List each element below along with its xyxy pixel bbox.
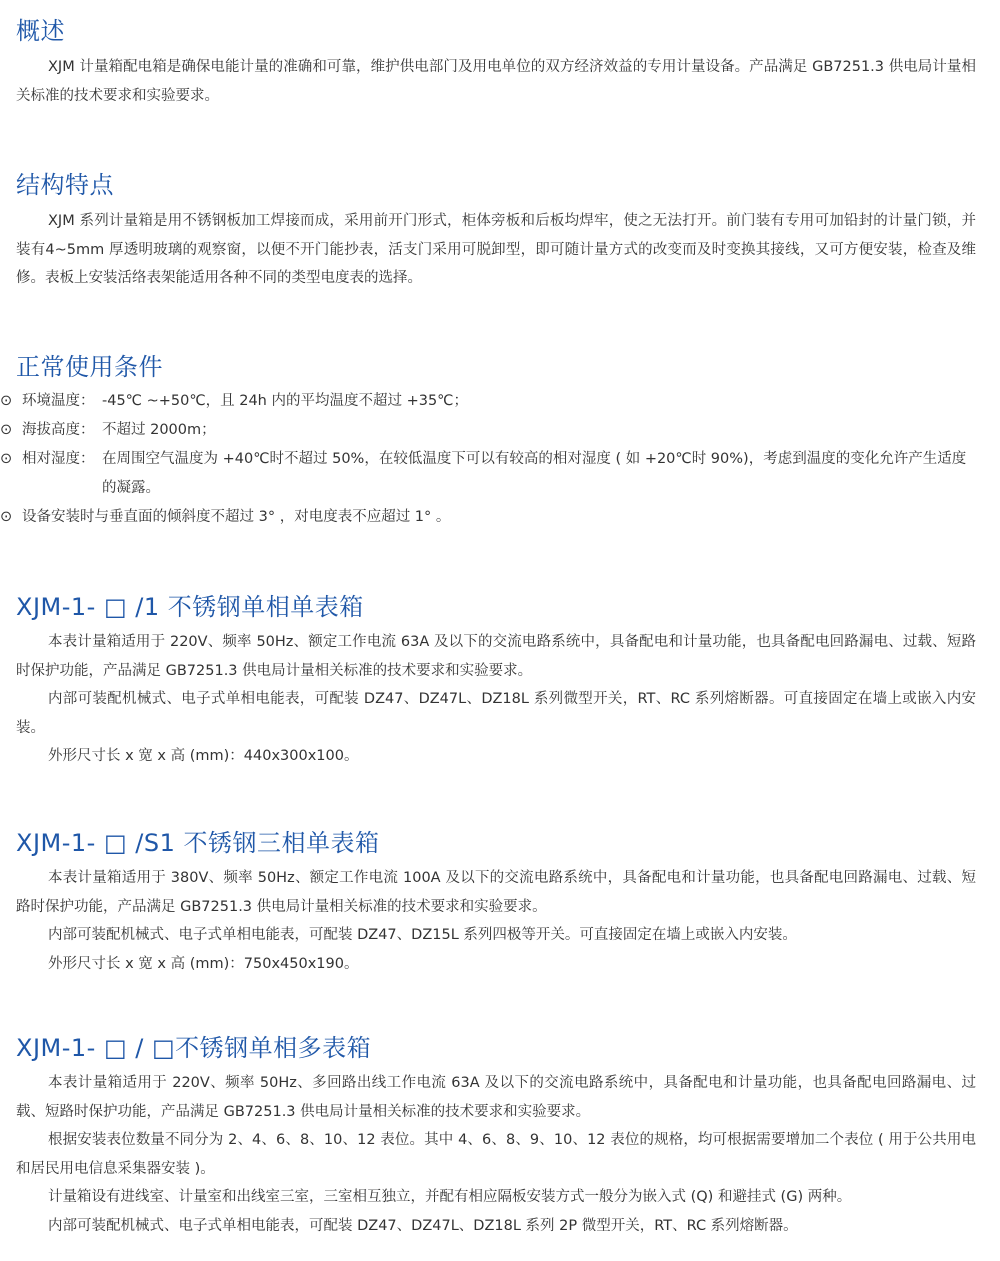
structure-text: XJM 系列计量箱是用不锈钢板加工焊接而成，采用前开门形式，柜体旁板和后板均焊牢，使之无法打开。前门装有专用可加铅封的计量门锁，并装有4~5mm 厚透明玻璃的观察窗，以便不开门能抄表，活支门采用可脱卸型，即可随计量方式的改变而及时变换其接线，又可方便安装，检查及维修。表板上安装活络表架能适用各种不同的类型电度表的选择。 [16, 213, 976, 286]
product3-heading: XJM-1- □ / □不锈钢单相多表箱 [16, 1034, 372, 1062]
product2-section [16, 826, 976, 978]
condition-item [0, 503, 976, 532]
product3-paragraph: 根据安装表位数量不同分为 2、4、6、8、10、12 表位。其中 4、6、8、9、10、12 表位的规格，均可根据需要增加二个表位 ( 用于公共用电和居民用电信息采集器安装 )。 [16, 1132, 976, 1177]
conditions-section [0, 350, 976, 532]
product3-section [16, 1031, 976, 1240]
overview-heading: 概述 [16, 17, 65, 45]
condition-label: 环境温度： [22, 393, 95, 409]
condition-text: 不超过 2000m； [102, 422, 216, 438]
condition-item [0, 387, 976, 416]
product3-paragraph: 内部可装配机械式、电子式单相电能表，可配装 DZ47、DZ47L、DZ18L 系列 2P 微型开关，RT、RC 系列熔断器。 [48, 1217, 798, 1234]
circle-bullet-icon: ⊙ [0, 422, 13, 438]
conditions-heading: 正常使用条件 [16, 353, 163, 381]
product2-paragraph: 内部可装配机械式、电子式单相电能表，可配装 DZ47、DZ15L 系列四极等开关。可直接固定在墙上或嵌入内安装。 [48, 927, 797, 943]
condition-text: -45℃ ~+50℃，且 24h 内的平均温度不超过 +35℃； [102, 393, 468, 409]
product3-paragraph: 计量箱设有进线室、计量室和出线室三室，三室相互独立，并配有相应隔板安装方式一般分为嵌入式 (Q) 和避挂式 (G) 两种。 [48, 1189, 852, 1205]
overview-text: XJM 计量箱配电箱是确保电能计量的准确和可靠，维护供电部门及用电单位的双方经济效益的专用计量设备。产品满足 GB7251.3 供电局计量相关标准的技术要求和实验要求。 [16, 59, 976, 104]
product1-paragraph: 外形尺寸长 x 宽 x 高 (mm)：440x300x100。 [48, 748, 359, 764]
circle-bullet-icon: ⊙ [0, 451, 13, 467]
conditions-list [0, 387, 976, 532]
condition-text: 设备安装时与垂直面的倾斜度不超过 3° ，对电度表不应超过 1° 。 [22, 509, 451, 525]
product1-paragraph: 本表计量箱适用于 220V、频率 50Hz、额定工作电流 63A 及以下的交流电路系统中，具备配电和计量功能，也具备配电回路漏电、过载、短路时保护功能，产品满足 GB7251.3 供电局计量相关标准的技术要求和实验要求。 [16, 634, 976, 679]
condition-label: 海拔高度： [22, 422, 95, 438]
product2-paragraph: 本表计量箱适用于 380V、频率 50Hz、额定工作电流 100A 及以下的交流电路系统中，具备配电和计量功能，也具备配电回路漏电、过载、短路时保护功能，产品满足 GB7251.3 供电局计量相关标准的技术要求和实验要求。 [16, 870, 976, 915]
product1-section [16, 590, 976, 771]
structure-section [16, 168, 976, 293]
circle-bullet-icon: ⊙ [0, 393, 13, 409]
condition-item [0, 416, 976, 445]
circle-bullet-icon: ⊙ [0, 509, 13, 525]
condition-item [0, 445, 976, 503]
structure-heading: 结构特点 [16, 171, 114, 199]
condition-text: 在周围空气温度为 +40℃时不超过 50%，在较低温度下可以有较高的相对湿度 ( 如 +20℃时 90%)，考虑到温度的变化允许产生适度的凝露。 [102, 451, 967, 496]
product1-heading: XJM-1- □ /1 不锈钢单相单表箱 [16, 593, 364, 621]
condition-label: 相对湿度： [22, 451, 95, 467]
product1-paragraph: 内部可装配机械式、电子式单相电能表，可配装 DZ47、DZ47L、DZ18L 系列微型开关，RT、RC 系列熔断器。可直接固定在墙上或嵌入内安装。 [16, 691, 976, 736]
product2-paragraph: 外形尺寸长 x 宽 x 高 (mm)：750x450x190。 [48, 955, 359, 972]
product3-paragraph: 本表计量箱适用于 220V、频率 50Hz、多回路出线工作电流 63A 及以下的交流电路系统中，具备配电和计量功能，也具备配电回路漏电、过载、短路时保护功能，产品满足 GB7251.3 供电局计量相关标准的技术要求和实验要求。 [16, 1075, 976, 1120]
overview-section [16, 14, 976, 110]
product2-heading: XJM-1- □ /S1 不锈钢三相单表箱 [16, 829, 380, 857]
